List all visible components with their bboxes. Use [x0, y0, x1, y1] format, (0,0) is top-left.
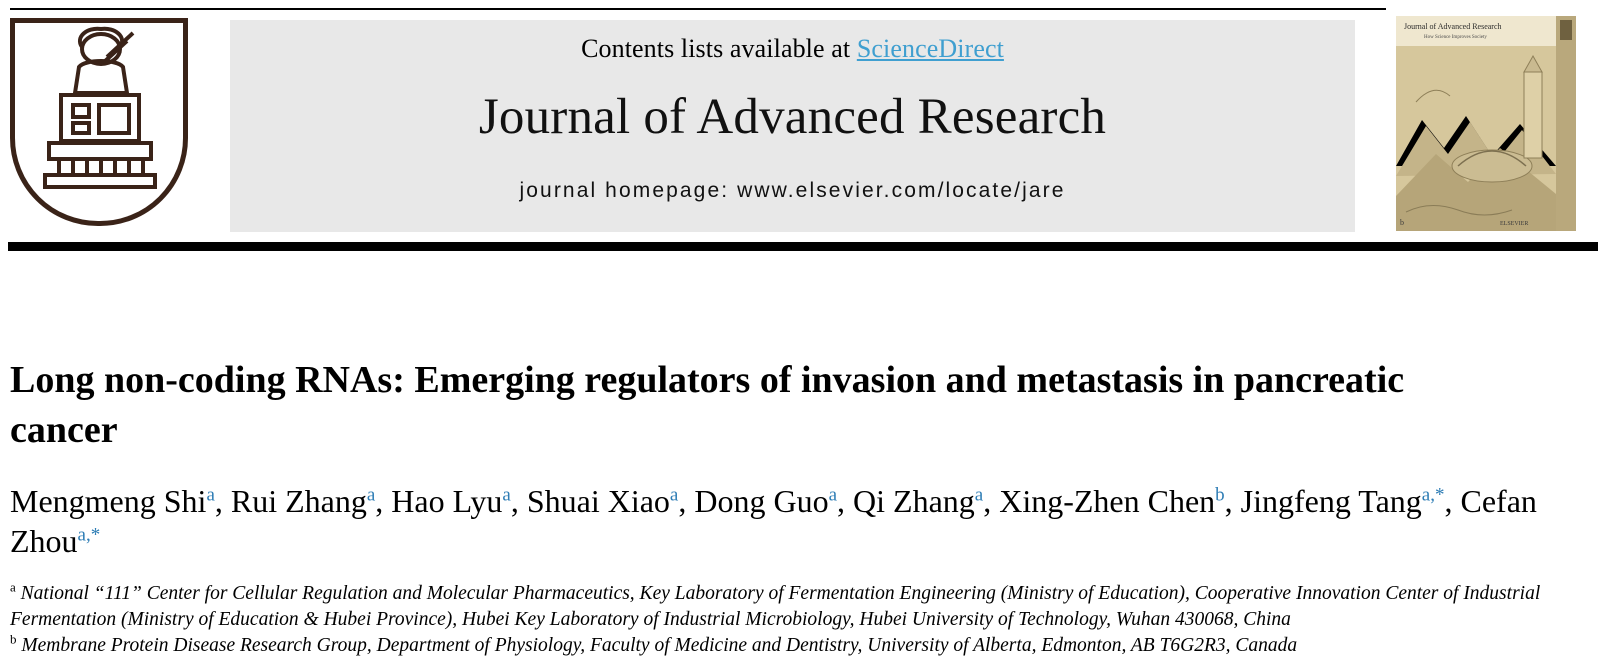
author-affiliation-marker: a: [974, 484, 984, 506]
svg-text:How Science Improves Society: How Science Improves Society: [1424, 35, 1487, 40]
affiliation-marker: a: [10, 579, 16, 595]
svg-text:Journal of Advanced Research: Journal of Advanced Research: [1404, 22, 1502, 31]
journal-title: Journal of Advanced Research: [478, 89, 1107, 145]
author-item: Jingfeng Tang$^{a,*}$,: [1240, 483, 1461, 520]
author-item: Qi Zhang$^a$,: [853, 483, 1000, 520]
shield-icon: [10, 18, 188, 226]
author-affiliation-marker: a: [828, 484, 838, 506]
article-header: [10, 330, 1590, 659]
author-affiliation-marker: a,*: [1421, 484, 1445, 506]
journal-masthead: [8, 8, 1598, 240]
masthead-bottom-bar: [8, 242, 1598, 251]
journal-homepage[interactable]: journal homepage: www.elsevier.com/locate/jare: [519, 179, 1066, 202]
author-affiliation-marker: b: [1215, 484, 1225, 506]
author-item: Dong Guo$^a$,: [694, 483, 854, 520]
page-title: Long non-coding RNAs: Emerging regulators of invasion and metastasis in pancreatic cancer: [10, 359, 1405, 452]
author-item: Mengmeng Shi$^a$,: [10, 483, 231, 520]
masthead-top-rule: [10, 8, 1386, 10]
journal-band: [230, 20, 1355, 232]
affiliation-text: Membrane Protein Disease Research Group, Department of Physiology, Faculty of Medicine and Dentistry, University of Alberta, Edmonton, AB T6G2R3, Canada: [21, 635, 1298, 657]
author-affiliation-marker: a: [502, 484, 511, 506]
svg-text:b: b: [1400, 218, 1404, 227]
sciencedirect-link[interactable]: ScienceDirect: [856, 34, 1004, 63]
author-affiliation-marker: a: [206, 484, 215, 506]
author-item: Shuai Xiao$^a$,: [526, 483, 695, 520]
affiliation-item: [10, 581, 1570, 633]
scribe-figure-icon: [15, 23, 183, 221]
journal-logo: [10, 18, 193, 230]
author-item: Hao Lyu$^a$,: [391, 483, 527, 520]
affiliation-text: National “111” Center for Cellular Regulation and Molecular Pharmaceutics, Key Laboratory of Fermentation Engineering (Ministry of Education), Cooperative Innovation Center of Industrial Fermentation (Ministry of Education & Hubei Province), Hubei Key Laboratory of Industrial Microbiology, Hubei University of Technology, Wuhan 430068, China: [10, 583, 1541, 631]
affiliation-list: [10, 581, 1570, 659]
contents-line: [230, 20, 1355, 64]
contents-prefix: Contents lists available at: [581, 34, 857, 63]
affiliation-marker: b: [10, 631, 17, 647]
journal-cover-thumbnail[interactable]: [1396, 16, 1576, 231]
author-affiliation-marker: a: [366, 484, 376, 506]
author-list: [10, 481, 1540, 561]
affiliation-item: [10, 633, 1570, 659]
cover-artwork: [1396, 16, 1576, 231]
author-affiliation-marker: a: [669, 484, 679, 506]
author-affiliation-marker: a,*: [77, 524, 101, 546]
author-item: Xing-Zhen Chen$^b$,: [999, 483, 1241, 520]
author-item: Cefan Zhou$^{a,*}$: [10, 483, 1537, 560]
author-item: Rui Zhang$^a$,: [230, 483, 392, 520]
svg-text:ELSEVIER: ELSEVIER: [1500, 221, 1529, 227]
